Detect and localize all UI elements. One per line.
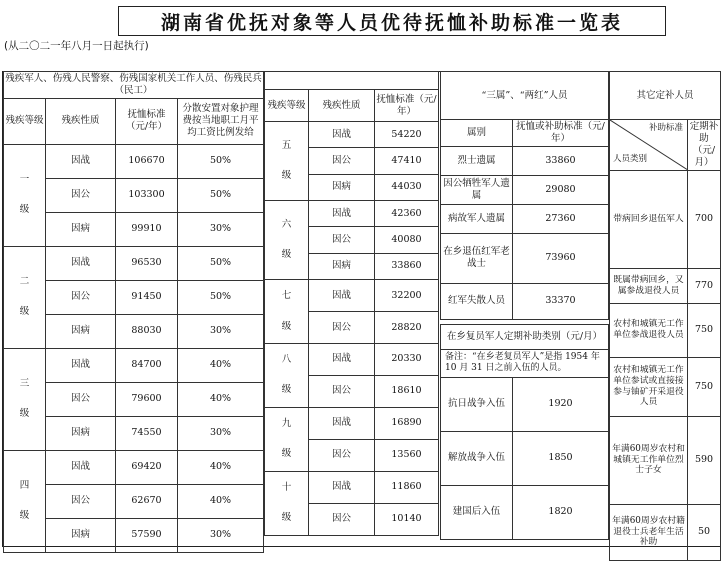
table-row (4, 144, 264, 178)
category-cell: 农村和城镇无工作单位参战退役人员 (610, 303, 688, 357)
amount-cell: 106670 (116, 144, 178, 178)
table-row (441, 204, 609, 233)
nature-cell: 因公 (46, 484, 116, 518)
blank-header-cell (265, 72, 439, 90)
nature-cell: 因战 (309, 407, 375, 439)
care-ratio-cell: 40% (178, 382, 264, 416)
amount-cell: 16890 (375, 407, 439, 439)
category-cell: 带病回乡退伍军人 (610, 170, 688, 268)
category-cell: 病故军人遗属 (441, 204, 513, 233)
table-row (265, 407, 439, 439)
nature-cell: 因病 (46, 314, 116, 348)
grade-label (4, 246, 46, 348)
table-row (441, 175, 609, 204)
amount-cell: 103300 (116, 178, 178, 212)
grade-label-char: 十 (281, 481, 292, 493)
amount-cell: 79600 (116, 382, 178, 416)
amount-cell: 20330 (375, 343, 439, 375)
veterans-table (440, 324, 609, 540)
amount-cell: 73960 (513, 233, 609, 283)
grade-label-char: 级 (281, 384, 292, 396)
grade-label-char: 级 (19, 306, 30, 318)
disabled-grades-1-4-table (3, 71, 264, 553)
other-recipients-panel (609, 71, 720, 561)
table-row (610, 303, 721, 357)
standard-col-header: 抚恤标准（元/年） (116, 98, 178, 144)
amount-cell: 74550 (116, 416, 178, 450)
families-red-army-panel (440, 71, 608, 540)
amount-cell: 88030 (116, 314, 178, 348)
care-ratio-cell: 40% (178, 348, 264, 382)
category-col-header: 属别 (441, 120, 513, 147)
nature-cell: 因战 (309, 343, 375, 375)
amount-cell: 750 (688, 357, 721, 416)
disabled-grades-5-10-table (264, 71, 439, 536)
amount-cell: 1820 (513, 485, 609, 539)
grade-label (4, 144, 46, 246)
amount-cell: 84700 (116, 348, 178, 382)
category-cell: 建国后入伍 (441, 485, 513, 539)
amount-cell: 27360 (513, 204, 609, 233)
grade-label-char: 级 (281, 512, 292, 524)
care-ratio-cell: 50% (178, 280, 264, 314)
grade-label-char: 级 (19, 204, 30, 216)
grade-label-char: 六 (281, 218, 292, 230)
grade-label (4, 348, 46, 450)
amount-cell: 42360 (375, 201, 439, 227)
grade-col-header: 残疾等级 (265, 90, 309, 122)
table-row (441, 233, 609, 283)
table-row (610, 416, 721, 504)
care-ratio-cell: 50% (178, 246, 264, 280)
amount-cell: 770 (688, 268, 721, 303)
amount-cell: 590 (688, 416, 721, 504)
effective-date-note: (从二〇二一年八月一日起执行) (4, 40, 149, 52)
nature-cell: 因公 (309, 375, 375, 407)
care-ratio-cell: 30% (178, 416, 264, 450)
category-cell: 因公牺牲军人遗属 (441, 175, 513, 204)
nature-cell: 因战 (46, 348, 116, 382)
grade-label-char: 三 (19, 377, 30, 389)
amount-cell: 28820 (375, 312, 439, 344)
table-row (4, 450, 264, 484)
care-ratio-cell: 50% (178, 178, 264, 212)
amount-cell: 54220 (375, 122, 439, 148)
nature-cell: 因公 (309, 312, 375, 344)
grade-label (265, 343, 309, 407)
care-ratio-cell: 30% (178, 518, 264, 552)
care-ratio-cell: 30% (178, 314, 264, 348)
disabled-grades-1-4-panel (3, 71, 263, 553)
diagonal-bottom-label: 人员类别 (613, 153, 648, 164)
veterans-note: 备注：“在乡老复员军人”是指 1954 年 10 月 31 日之前入伍的人员。 (441, 349, 609, 377)
nature-cell: 因战 (309, 471, 375, 503)
grade-label-char: 八 (281, 353, 292, 365)
nature-cell: 因战 (46, 450, 116, 484)
three-two-header: “三属”、“两红”人员 (441, 72, 609, 120)
table-row (265, 343, 439, 375)
amount-cell: 50 (688, 504, 721, 560)
table-row (441, 485, 609, 539)
amount-cell: 40080 (375, 227, 439, 253)
amount-cell: 33370 (513, 283, 609, 319)
amount-cell: 750 (688, 303, 721, 357)
grade-label-char: 四 (19, 479, 30, 491)
nature-cell: 因战 (309, 280, 375, 312)
amount-cell: 47410 (375, 148, 439, 174)
amount-cell: 18610 (375, 375, 439, 407)
table-row (441, 377, 609, 431)
diagonal-header-cell (610, 120, 688, 171)
other-recipients-table (609, 71, 721, 561)
nature-cell: 因公 (309, 148, 375, 174)
nature-cell: 因公 (46, 280, 116, 314)
amount-cell: 69420 (116, 450, 178, 484)
amount-cell: 10140 (375, 503, 439, 535)
nature-col-header: 残疾性质 (46, 98, 116, 144)
category-cell: 烈士遗属 (441, 146, 513, 175)
others-header: 其它定补人员 (610, 72, 721, 120)
amount-cell: 44030 (375, 174, 439, 200)
category-cell: 抗日战争入伍 (441, 377, 513, 431)
grade-label (265, 471, 309, 535)
table-row (610, 357, 721, 416)
diagonal-top-label: 补助标准 (648, 123, 683, 133)
grade-label-char: 二 (19, 275, 30, 287)
amount-cell: 99910 (116, 212, 178, 246)
nature-cell: 因战 (309, 201, 375, 227)
amount-cell: 33860 (513, 146, 609, 175)
page-title: 湖南省优抚对象等人员优待抚恤补助标准一览表 (118, 6, 666, 36)
disabled-grades-5-10-panel (264, 71, 438, 536)
care-ratio-cell: 50% (178, 144, 264, 178)
grade-label (265, 280, 309, 344)
nature-cell: 因战 (46, 246, 116, 280)
amount-cell: 13560 (375, 439, 439, 471)
nature-cell: 因战 (46, 144, 116, 178)
nature-cell: 因战 (309, 122, 375, 148)
grade-label (4, 450, 46, 552)
table-row (265, 122, 439, 148)
amount-cell: 700 (688, 170, 721, 268)
disabled-group-header: 残疾军人、伤残人民警察、伤残国家机关工作人员、伤残民兵（民工） (4, 72, 264, 99)
nature-cell: 因公 (309, 439, 375, 471)
care-col-header: 分散安置对象护理费按当地职工月平均工资比例发给 (178, 98, 264, 144)
table-row (441, 431, 609, 485)
category-cell: 解放战争入伍 (441, 431, 513, 485)
amount-cell: 62670 (116, 484, 178, 518)
grade-label-char: 九 (281, 417, 292, 429)
category-cell: 在乡退伍红军老战士 (441, 233, 513, 283)
category-cell: 红军失散人员 (441, 283, 513, 319)
nature-cell: 因公 (309, 227, 375, 253)
grade-col-header: 残疾等级 (4, 98, 46, 144)
table-row (610, 268, 721, 303)
table-row (441, 283, 609, 319)
grade-label-char: 级 (281, 448, 292, 460)
families-table (440, 71, 609, 320)
amount-cell: 33860 (375, 253, 439, 279)
grade-label (265, 407, 309, 471)
amount-cell: 11860 (375, 471, 439, 503)
grade-label-char: 五 (281, 139, 292, 151)
amount-cell: 32200 (375, 280, 439, 312)
table-row (265, 471, 439, 503)
amount-cell: 57590 (116, 518, 178, 552)
nature-cell: 因病 (46, 518, 116, 552)
table-row (4, 348, 264, 382)
amount-cell: 29080 (513, 175, 609, 204)
amount-cell: 91450 (116, 280, 178, 314)
grade-label (265, 122, 309, 201)
nature-cell: 因病 (46, 416, 116, 450)
grade-label-char: 级 (281, 320, 292, 332)
table-row (265, 201, 439, 227)
category-cell: 既属带病回乡，又属参战退役人员 (610, 268, 688, 303)
nature-cell: 因病 (309, 174, 375, 200)
category-cell: 农村和城镇无工作单位参试或直接接参与铀矿开采退役人员 (610, 357, 688, 416)
category-cell: 年满60周岁农村和城镇无工作单位烈士子女 (610, 416, 688, 504)
amount-col-header: 抚恤或补助标准（元/年） (513, 120, 609, 147)
table-row (4, 246, 264, 280)
amount-cell: 1920 (513, 377, 609, 431)
amount-cell: 1850 (513, 431, 609, 485)
care-ratio-cell: 40% (178, 450, 264, 484)
grade-label-char: 级 (19, 408, 30, 420)
table-row (265, 280, 439, 312)
nature-cell: 因公 (46, 178, 116, 212)
nature-cell: 因病 (46, 212, 116, 246)
care-ratio-cell: 40% (178, 484, 264, 518)
amount-cell: 96530 (116, 246, 178, 280)
table-row (610, 170, 721, 268)
table-row (441, 146, 609, 175)
grade-label-char: 级 (281, 170, 292, 182)
table-row (610, 504, 721, 560)
nature-cell: 因公 (46, 382, 116, 416)
care-ratio-cell: 30% (178, 212, 264, 246)
grade-label-char: 级 (19, 510, 30, 522)
grade-label-char: 七 (281, 290, 292, 302)
grade-label-char: 级 (281, 249, 292, 261)
amount-col-header: 定期补助（元/月） (688, 120, 721, 171)
nature-cell: 因公 (309, 503, 375, 535)
veterans-header: 在乡复员军人定期补助类别（元/月） (441, 324, 609, 349)
category-cell: 年满60周岁农村籍退役士兵老年生活补助 (610, 504, 688, 560)
nature-col-header: 残疾性质 (309, 90, 375, 122)
standard-col-header: 抚恤标准（元/年） (375, 90, 439, 122)
nature-cell: 因病 (309, 253, 375, 279)
grade-label (265, 201, 309, 280)
grade-label-char: 一 (19, 173, 30, 185)
